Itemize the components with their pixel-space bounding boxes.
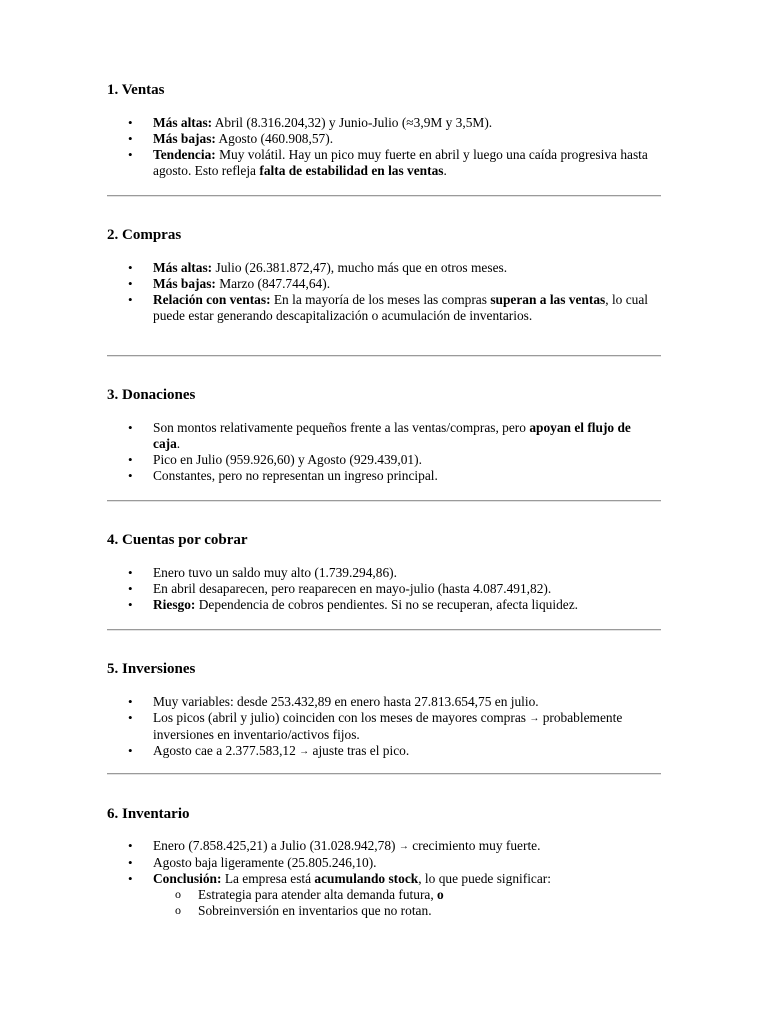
bullet-list	[107, 838, 661, 919]
list-item: • Enero tuvo un saldo muy alto (1.739.294,86).	[107, 565, 661, 581]
list-item: • Pico en Julio (959.926,60) y Agosto (929.439,01).	[107, 452, 661, 468]
arrow-right-icon: →	[398, 841, 409, 852]
section-divider	[107, 773, 661, 775]
section-inversiones	[107, 660, 661, 760]
list-item: • Más bajas: Marzo (847.744,64).	[107, 276, 661, 292]
section-inventario	[107, 805, 661, 919]
section-ventas	[107, 81, 661, 179]
list-item: • Más altas: Julio (26.381.872,47), mucho más que en otros meses.	[107, 260, 661, 276]
section-heading: 5. Inversiones	[107, 661, 196, 677]
section-divider	[107, 629, 661, 631]
list-item: • Agosto baja ligeramente (25.805.246,10).	[107, 855, 661, 871]
list-item: • Son montos relativamente pequeños frente a las ventas/compras, pero apoyan el flujo de caja.	[107, 420, 661, 452]
list-item: • Tendencia: Muy volátil. Hay un pico muy fuerte en abril y luego una caída progresiva hasta agosto. Esto refleja falta de estabilidad en las ventas.	[107, 147, 661, 179]
list-item: • Más altas: Abril (8.316.204,32) y Junio-Julio (≈3,9M y 3,5M).	[107, 115, 661, 131]
section-divider	[107, 355, 661, 357]
sub-list	[153, 887, 661, 919]
bullet-list	[107, 694, 661, 760]
list-item: • Muy variables: desde 253.432,89 en enero hasta 27.813.654,75 en julio.	[107, 694, 661, 710]
section-compras	[107, 226, 661, 324]
section-heading: 6. Inventario	[107, 806, 190, 822]
bullet-list	[107, 115, 661, 179]
bullet-list	[107, 260, 661, 324]
list-item: • Conclusión: La empresa está acumulando stock, lo que puede significar: o Estrategia para atender alta demanda futura, o o Sobreinversión en inventarios que no rotan.	[107, 871, 661, 919]
bullet-list	[107, 565, 661, 613]
section-cuentas-por-cobrar	[107, 531, 661, 613]
list-item: • En abril desaparecen, pero reaparecen en mayo-julio (hasta 4.087.491,82).	[107, 581, 661, 597]
section-heading: 1. Ventas	[107, 82, 165, 98]
section-heading: 4. Cuentas por cobrar	[107, 532, 248, 548]
arrow-right-icon: →	[299, 746, 310, 757]
arrow-right-icon: →	[529, 713, 540, 724]
bullet-list	[107, 420, 661, 484]
section-donaciones	[107, 386, 661, 484]
list-item: • Agosto cae a 2.377.583,12 → ajuste tras el pico.	[107, 743, 661, 760]
section-heading: 3. Donaciones	[107, 387, 196, 403]
section-divider	[107, 195, 661, 197]
sub-list-item: o Sobreinversión en inventarios que no rotan.	[153, 903, 661, 919]
list-item: • Riesgo: Dependencia de cobros pendientes. Si no se recuperan, afecta liquidez.	[107, 597, 661, 613]
list-item: • Relación con ventas: En la mayoría de los meses las compras superan a las ventas, lo cual puede estar generando descapitalización o acumulación de inventarios.	[107, 292, 661, 324]
list-item: • Constantes, pero no representan un ingreso principal.	[107, 468, 661, 484]
section-heading: 2. Compras	[107, 227, 182, 243]
list-item: • Enero (7.858.425,21) a Julio (31.028.942,78) → crecimiento muy fuerte.	[107, 838, 661, 855]
list-item: • Más bajas: Agosto (460.908,57).	[107, 131, 661, 147]
sub-list-item: o Estrategia para atender alta demanda futura, o	[153, 887, 661, 903]
list-item: • Los picos (abril y julio) coinciden con los meses de mayores compras → probablemente inversiones en inventario/activos fijos.	[107, 710, 661, 743]
section-divider	[107, 500, 661, 502]
